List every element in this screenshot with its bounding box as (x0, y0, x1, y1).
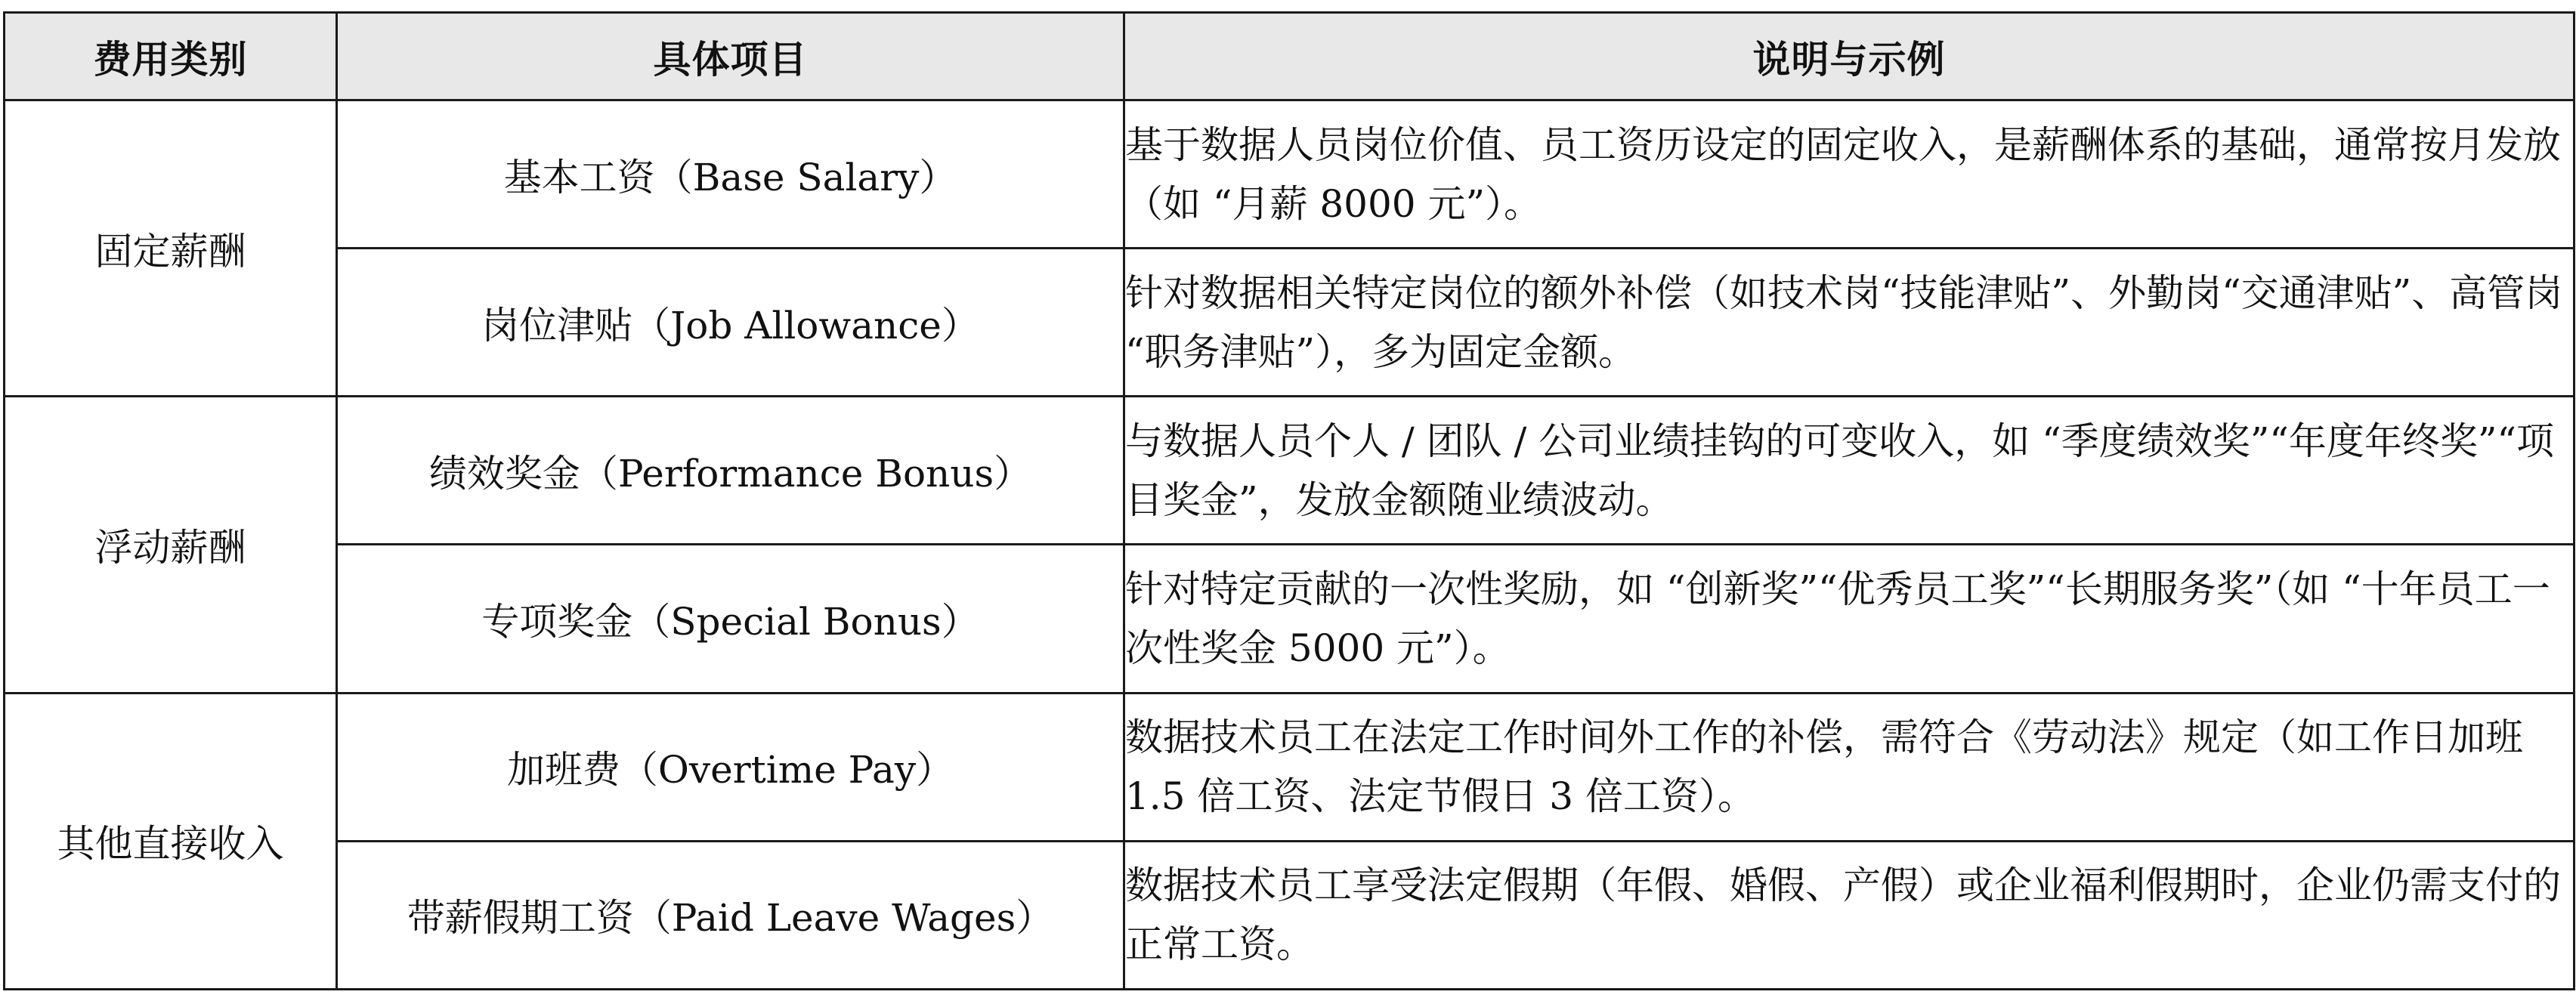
table-header-row (5, 13, 2574, 100)
table-row (5, 693, 2574, 841)
description-cell: 数据技术员工享受法定假期（年假、婚假、产假）或企业福利假期时，企业仍需支付的正常工资。 (1124, 841, 2574, 989)
category-cell: 浮动薪酬 (5, 397, 337, 693)
item-cell: 加班费（Overtime Pay） (337, 693, 1124, 841)
header-item: 具体项目 (337, 13, 1124, 100)
table-row (5, 249, 2574, 397)
header-description: 说明与示例 (1124, 13, 2574, 100)
table-row (5, 100, 2574, 249)
item-cell: 带薪假期工资（Paid Leave Wages） (337, 841, 1124, 989)
table-row (5, 545, 2574, 693)
compensation-table (3, 11, 2575, 990)
description-cell: 针对数据相关特定岗位的额外补偿（如技术岗“技能津贴”、外勤岗“交通津贴”、高管岗 “职务津贴”），多为固定金额。 (1124, 249, 2574, 397)
item-cell: 专项奖金（Special Bonus） (337, 545, 1124, 693)
category-cell: 固定薪酬 (5, 100, 337, 397)
item-cell: 基本工资（Base Salary） (337, 100, 1124, 249)
category-cell: 其他直接收入 (5, 693, 337, 989)
description-cell: 数据技术员工在法定工作时间外工作的补偿，需符合《劳动法》规定（如工作日加班 1.5 倍工资、法定节假日 3 倍工资）。 (1124, 693, 2574, 841)
table-row (5, 841, 2574, 989)
item-cell: 岗位津贴（Job Allowance） (337, 249, 1124, 397)
header-category: 费用类别 (5, 13, 337, 100)
description-cell: 针对特定贡献的一次性奖励，如 “创新奖”“优秀员工奖”“长期服务奖”（如 “十年员工一次性奖金 5000 元”）。 (1124, 545, 2574, 693)
item-cell: 绩效奖金（Performance Bonus） (337, 397, 1124, 545)
table-row (5, 397, 2574, 545)
description-cell: 与数据人员个人 / 团队 / 公司业绩挂钩的可变收入，如 “季度绩效奖”“年度年终奖”“项目奖金”，发放金额随业绩波动。 (1124, 397, 2574, 545)
description-cell: 基于数据人员岗位价值、员工资历设定的固定收入，是薪酬体系的基础，通常按月发放（如 “月薪 8000 元”）。 (1124, 100, 2574, 249)
